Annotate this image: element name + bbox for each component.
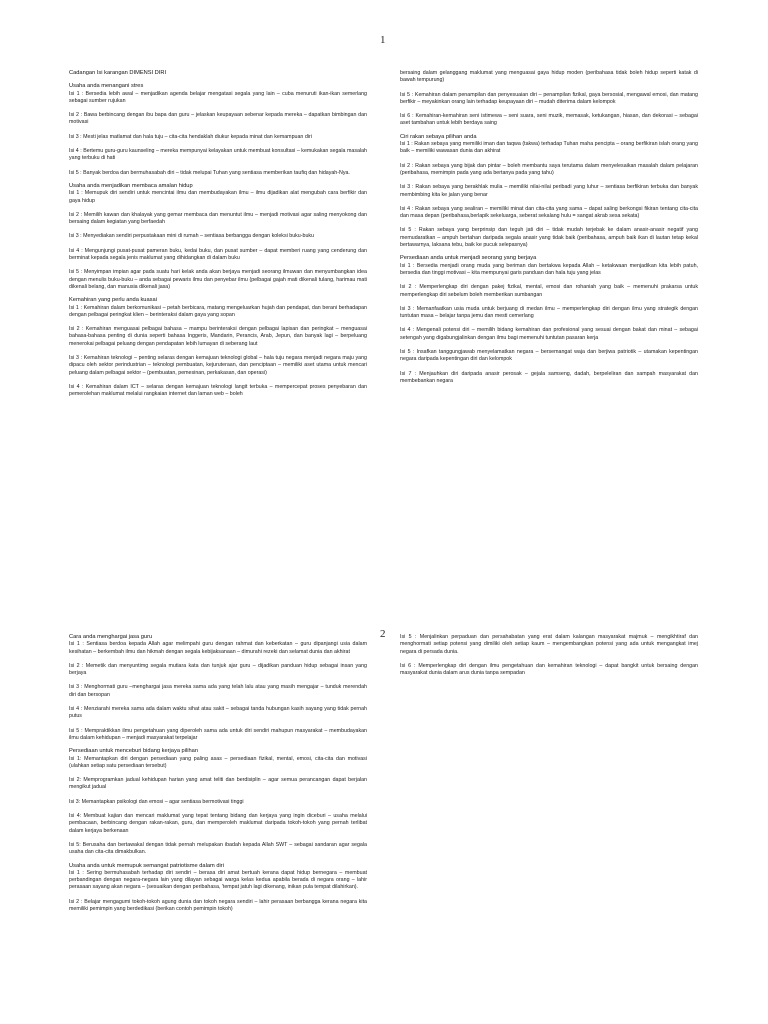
section-heading: Kemahiran yang perlu anda kuasai [69, 297, 157, 304]
point-paragraph: Isi 4 : Menziarahi mereka sama ada dalam waktu sihat atau sakit – sebagai tanda hubungan kasih sayang yang tidak pernah putus [69, 706, 367, 720]
point-paragraph: Isi 3 : Menghormati guru –menghargai jasa mereka sama ada yang telah lalu atau yang masih mengajar – tunduk merendah diri dan bersopan [69, 684, 367, 698]
point-paragraph: Isi 2 : Bawa berbincang dengan ibu bapa dan guru – jelaskan keupayaan sebenar kepada mereka – dapatkan bimbingan dan motivasi [69, 112, 367, 126]
left-column [69, 70, 367, 399]
point-paragraph: Isi 4 : Mengenali potensi diri – memilih bidang kemahiran dan profesional yang sesuai dengan bakat dan minat – sebagai setengah yang digabungjalinkan dengan ilmu bagi memenuhi tuntutan pasaran kerja [400, 327, 698, 341]
point-paragraph: Isi 3 : Mesti jelas matlamat dan hala tuju – cita-cita hendaklah diukur kepada minat dan kemampuan diri [69, 133, 312, 140]
point-paragraph: Isi 2: Memprogramkan jadual kehidupan harian yang amat teliti dan berdisiplin – agar semua perancangan dapat berjalan mengikut jadual [69, 777, 367, 791]
point-paragraph: Isi 1 : Bersedia menjadi orang muda yang beriman dan bertakwa kepada Allah – ketakwaan menjadikan kita lebih patuh, bersedia dan tinggi motivasi – kita mempunyai garis panduan dan hala tuju yang jelas [400, 262, 698, 276]
point-paragraph: Isi 2 : Memetik dan menyuntimg segala mutiara kata dan tunjuk ajar guru – dijadikan panduan hidup sebagai insan yang berjaya [69, 662, 367, 677]
point-paragraph: Isi 7 : Menjauhkan diri daripada anasir perosak – gejala samseng, dadah, berpeleliran dan sampah masyarakat dan membebankan negara [400, 370, 698, 384]
section-heading: Cara anda menghargai jasa guru [69, 634, 153, 640]
point-paragraph: Isi 6 : Memperlengkap diri dengan ilmu pengetahuan dan kemahiran teknologi – dapat bangkit untuk bersaing dengan masyarakat dunia dalam arus dunia tanpa sempadan [400, 662, 698, 677]
section-heading: Ciri rakan sebaya pilihan anda [400, 133, 477, 140]
section-heading: Usaha anda menangani stres [69, 83, 144, 90]
point-paragraph: Isi 5 : Mempraktikkan ilmu pengetahuan yang diperoleh sama ada untuk diri sendiri mahupun masyarakat – membudayakan ilmu dalam kehidupan – menjadi masyarakat terpelajar [69, 727, 367, 741]
point-paragraph: Isi 1 : Rakan sebaya yang memiliki iman dan taqwa (takwa) terhadap Tuhan maha pencipta – orang berfikiran islah orang yang baik – memiliki wawasan dunia dan akhirat [400, 141, 698, 155]
point-paragraph: Isi 5 : Menyimpan impian agar pada suatu hari kelak anda akan berjaya menjadi seorang ilmuwan dan menyumbangkan idea dengan menulis buku-buku – anda sebagai pewaris ilmu dan penyebar ilmu (pelbagai gajah mati dikenali tulang, harimau mati dikenali belang, dan manusia dikenali jasa) [69, 269, 367, 290]
point-paragraph: Isi 5 : Insafkan tanggungjawab menyelamatkan negara – bersemangat waja dan berjiwa patriotik – utamakan kepentingan negara daripada kepentingan diri dan kelompok [400, 349, 698, 363]
point-paragraph: Isi 4 : Mengunjungi pusat-pusat pameran buku, kedai buku, dan pusat sumber – dapat memberi ruang yang cenderung dan berminat kepada segala jenis maklumat yang dihidangkan di dalam buku [69, 247, 367, 262]
page-number: 1 [380, 34, 386, 46]
point-paragraph: Isi 3 : Rakan sebaya yang berakhlak mulia – memiliki nilai-nilai peribadi yang luhur – sentiasa berfikiran terbuka dan banyak membimbing kita ke jalan yang benar [400, 184, 698, 198]
point-paragraph: Isi 6 : Kemahiran-kemahiran seni istimewa – seni suara, seni muzik, memasak, ketukangan, hiasan, dan dekorasi – sebagai aset tambahan untuk lebih berdaya saing [400, 113, 698, 127]
point-paragraph: Isi 1 : Memupuk diri sendiri untuk mencintai ilmu dan membudayakan ilmu – ilmu dijadikan alat mengubah cara berfikir dan gaya hidup [69, 190, 367, 204]
point-paragraph: Isi 3 : Memanfaatkan usia muda untuk berjuang di medan ilmu – memperlengkap diri dengan ilmu yang strategik dengan tuntutan masa – belajar tanpa jemu dan mesti cemerlang [400, 305, 698, 320]
point-paragraph: Isi 2 : Memilih kawan dan khalayak yang gemar membaca dan menuntut ilmu – menjadi motivasi agar saling menyokong dan bersaing dalam kegiatan yang berfaedah [69, 211, 367, 226]
point-paragraph: Isi 1 : Kemahiran dalam berkomunikasi – petah berbicara, matang mengeluarkan hujah dan pendapat, dan berani berhadapan dengan pelbagai peringkat klien – berinteraksi dalam gaya yang sopan [69, 304, 367, 318]
point-paragraph: bersaing dalam gelanggang maklumat yang menguasai gaya hidup moden (peribahasa tidak boleh hidup seperti katak di bawah tempurung) [400, 70, 698, 84]
point-paragraph: Isi 2 : Memperlengkap diri dengan pakej fizikal, mental, emosi dan rohaniah yang baik – memenuhi prakarsa untuk memperlengkap diri sebelum boleh memberikan sumbangan [400, 284, 698, 298]
point-paragraph: Isi 5 : Rakan sebaya yang berprinsip dan teguh jati diri – tidak mudah terjebak ke dalam anasir-anasir negatif yang memudaratkan – ampuh bertahan daripada segala anasir yang tidak baik (peribahasa, ampuh baik ikan di lautan tetap kekal bertawarnya, laksana tebu, baik ke pucuk selepasnya) [400, 227, 698, 249]
point-paragraph: Isi 4: Membuat kajian dan mencari maklumat yang tepat tentang bidang dan kerjaya yang ingin diceburi – usaha melalui pembacaan, berbincang dengan rakan-rakan, guru, dan memperoleh maklumat daripada tokoh-tokoh yang pernah terlibat dalam kerjaya berkenaan [69, 813, 367, 834]
point-paragraph: Isi 5: Berusaha dan bertawakal dengan tidak pernah melupakan ibadah kepada Allah SWT – sebagai sandaran agar segala usaha dan cita-cita dimakbulkan. [69, 841, 367, 856]
point-paragraph: Isi 5 : Kemahiran dalam penampilan dan penyesuaian diri – penampilan fizikal, gaya bersosial, mengawal emosi, dan matang berfikir – meyakinkan orang lain terhadap keupayaan diri – mudah diterima dalam kelompok [400, 91, 698, 105]
section-heading: Cadangan Isi karangan DIMENSI DIRI [69, 70, 167, 76]
right-column [400, 634, 698, 677]
left-column [69, 634, 367, 913]
section-heading: Persediaan anda untuk menjadi seorang yang berjaya [400, 255, 537, 262]
point-paragraph: Isi 1: Memantapkan diri dengan persediaan yang paling asas – persediaan fizikal, mental, emosi, cita-cita dan motivasi (ulahkan setiap satu persediaan tersebut) [69, 755, 367, 769]
point-paragraph: Isi 2 : Belajar mengagumi tokoh-tokoh agung dunia dan tokoh negara sendiri – lahir perasaan berbangga kerana negara kita memiliki pemimpin yang berdedikasi (berikan contoh pemimpin tokoh) [69, 898, 367, 913]
point-paragraph: Isi 3 : Menyediakan sendiri perpustakaan mini di rumah – sentiasa berbangga dengan koleksi buku-buku [69, 233, 314, 240]
point-paragraph: Isi 4 : Bertemu guru-guru kaunseling – mereka mempunyai kelayakan untuk membuat konsultasi – kemukakan segala masalah yang terbuku di hati [69, 148, 367, 162]
point-paragraph: Isi 3 : Kemahiran teknologi – penting selaras dengan kemajuan teknologi global – hala tuju negara menjadi negara maju yang dipacu oleh sektor perindustrian – teknologi pembuatan, kejuruteraan, dan penciptaan – memiliki aset utama untuk mencari peluang dalam pelbagai sektor – (pembuatan, pemesinan, perkakasan, dan operasi) [69, 355, 367, 376]
point-paragraph: Isi 2 : Kemahiran menguasai pelbagai bahasa – mampu berinteraksi dengan pelbagai lapisan dan peringkat – menguasai bahasa-bahasa penting di dunia seperti bahasa Inggeris, Mandarin, Perancis, Arab, Jepun, dan banyak lagi – berpeluang menerokai pelbagai peluang dengan pendapatan lebih lumayan di seberang laut [69, 326, 367, 347]
point-paragraph: Isi 1 : Sering bermuhasabah terhadap diri sendiri – berasa diri amat bertuah kerana dapat hidup bernegara – membuat perbandingan dengan negara-negara lain yang dilayan sebagai warga kelas kedua apabila berada di negara orang – lahir perasaan sayang akan negara – (sesuaikan dengan peribahasa, 'tempat jatuh lagi dikenang, inikan pula tempat dilahirkan). [69, 869, 367, 891]
document-page-2 [0, 582, 768, 1024]
point-paragraph: Isi 1 : Bersedia lebih awal – menjadikan agenda belajar mengatasi segala yang lain – cuba menuruti ikan-ikan semerlang sebagai sumber rujukan [69, 90, 367, 104]
page-number: 2 [380, 628, 386, 640]
page-gap [0, 512, 768, 582]
right-column [400, 70, 698, 385]
point-paragraph: Isi 3: Memantapkan psikologi dan emosi – agar sentiasa bermotivasi tinggi [69, 798, 244, 805]
point-paragraph: Isi 2 : Rakan sebaya yang bijak dan pintar – boleh membantu saya terutama dalam menyelesaikan masalah dalam pelajaran (peribahasa, memimpin pada yang ada bertanya pada yang tahu) [400, 162, 698, 176]
point-paragraph: Isi 5 : Menjalinkan perpaduan dan persahabatan yang erat dalam kalangan masyarakat majmuk – mengikhtiraf dan menghormati setiap potensi yang dimiliki oleh setiap kaum – mengembangkan potensi yang ada untuk mengangkat imej negara di persada dunia. [400, 634, 698, 655]
section-heading: Persediaan untuk menceburi bidang kerjaya pilihan [69, 748, 198, 755]
point-paragraph: Isi 1 : Sentiasa berdoa kepada Allah agar melimpahi guru dengan rahmat dan keberkatan – guru dipanjangi usia dalam kesihatan – berkembah ilmu dan hikmah dengan segala kebijaksanaan – dimurahi rezeki dan selamat dunia dan akhirat [69, 641, 367, 655]
point-paragraph: Isi 4 : Rakan sebaya yang sealiran – memiliki minat dan cita-cita yang sama – dapat saling berkongsi fikiran tentang cita-cita dan masa depan (peribahasa,berlapik sekeluarga, seberat sekalang hulu = sangat akrab sesa sekata) [400, 205, 698, 220]
section-heading: Usaha anda menjadikan membaca amalan hidup [69, 182, 193, 189]
section-heading: Usaha anda untuk memupuk semangat patriotisme dalam diri [69, 862, 224, 869]
point-paragraph: Isi 5 : Banyak berdoa dan bermuhasabah diri – tidak melupai Tuhan yang sentiasa memberikan taufiq dan hidayah-Nya. [69, 169, 350, 176]
point-paragraph: Isi 4 : Kemahiran dalam ICT – selaras dengan kemajuan teknologi langit terbuka – mempercepat proses penyebaran dan pemerolehan maklumat melalui rangkaian internet dan laman web – boleh [69, 383, 367, 398]
